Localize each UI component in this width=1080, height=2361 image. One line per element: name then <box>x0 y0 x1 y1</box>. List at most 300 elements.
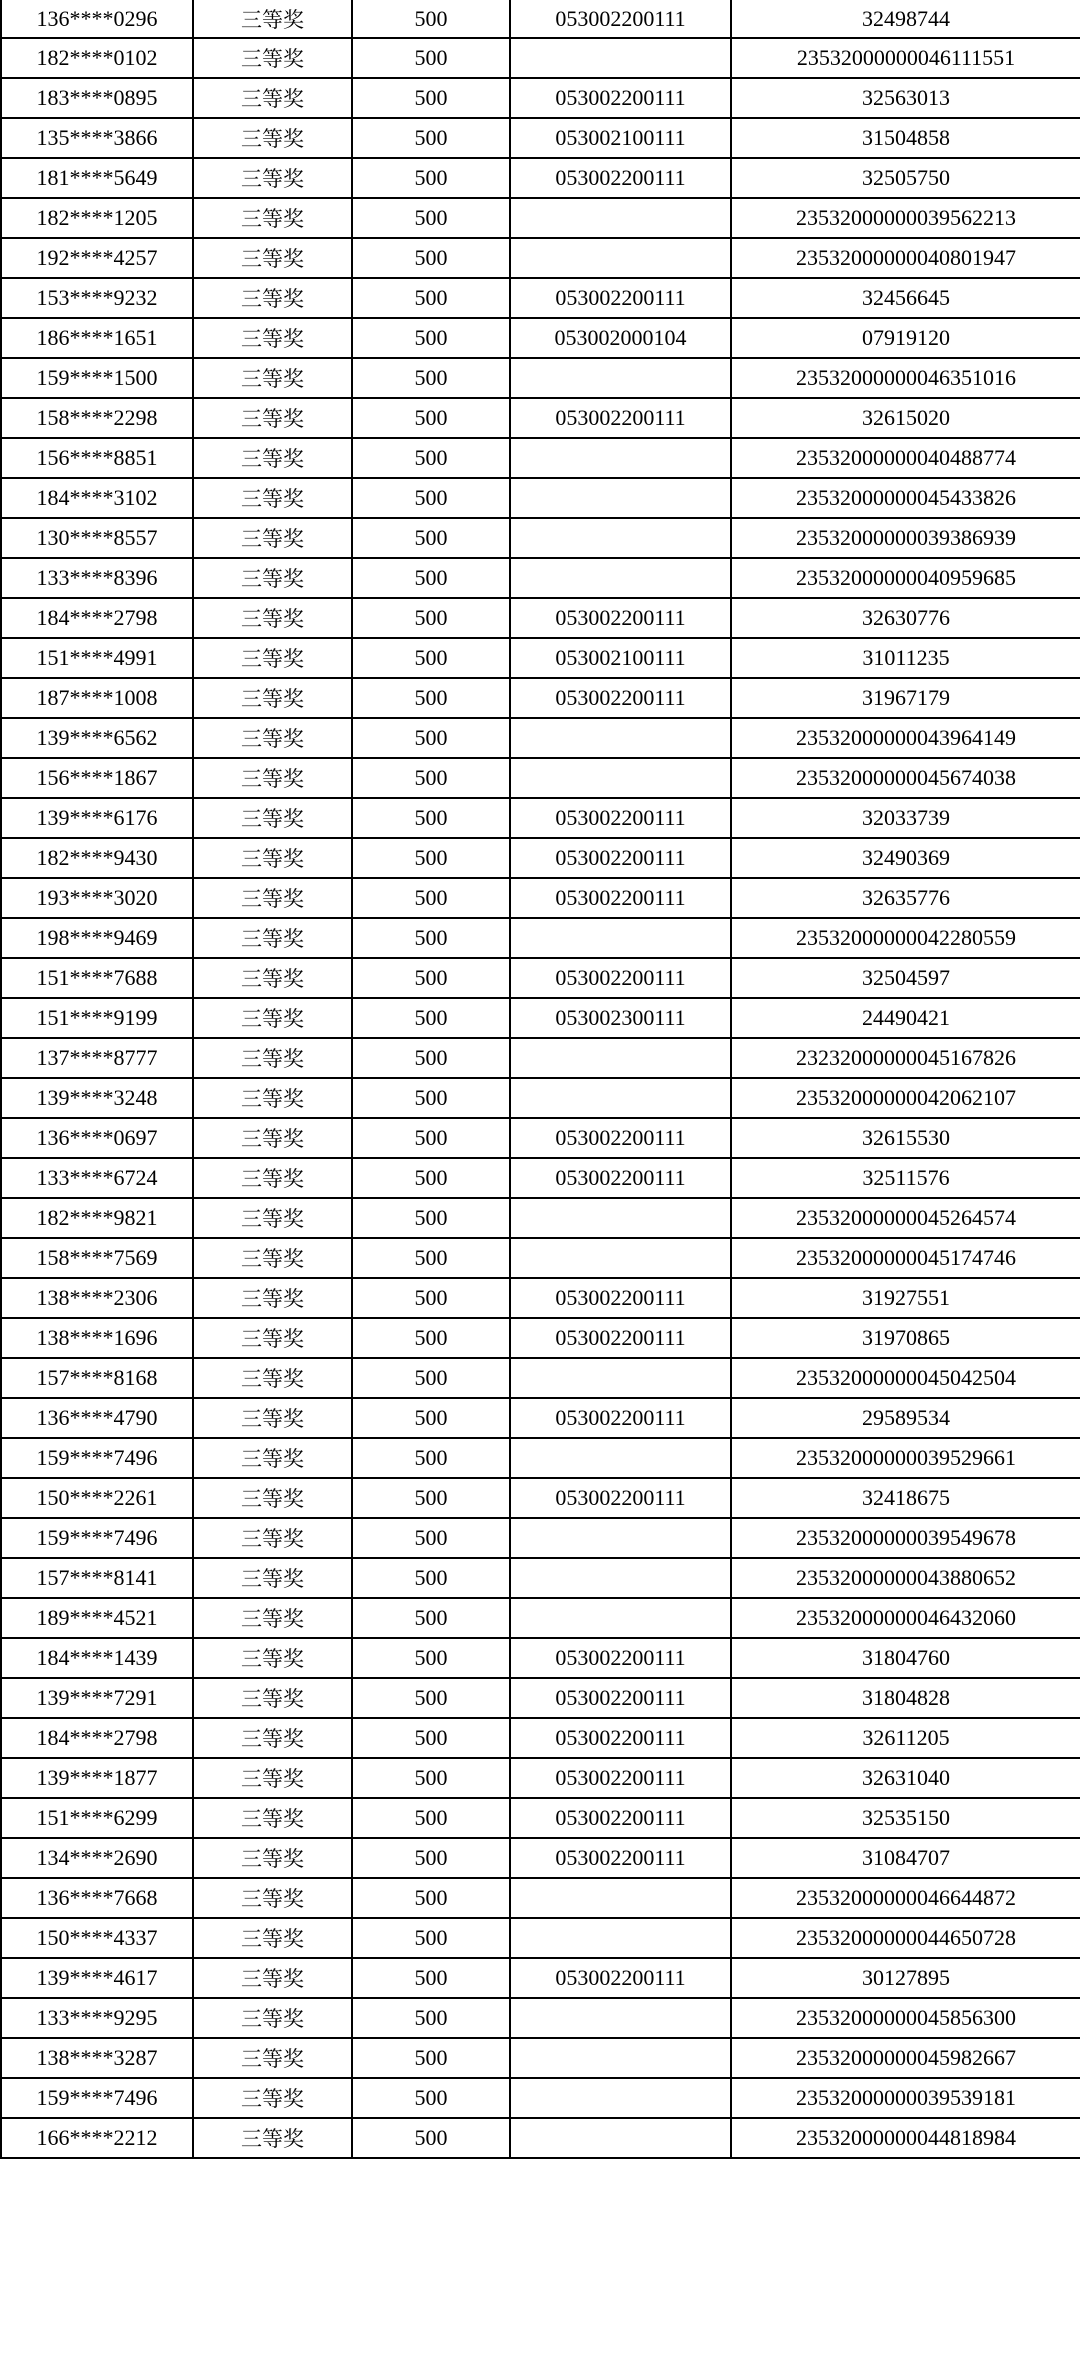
table-row <box>1 1838 1080 1878</box>
phone-cell: 151****4991 <box>1 638 193 678</box>
number-cell: 32563013 <box>731 78 1080 118</box>
amount-cell: 500 <box>352 1798 510 1838</box>
code-cell: 053002200111 <box>510 0 731 38</box>
code-cell: 053002300111 <box>510 998 731 1038</box>
code-cell <box>510 358 731 398</box>
table-row <box>1 1358 1080 1398</box>
phone-cell: 198****9469 <box>1 918 193 958</box>
prize-cell: 三等奖 <box>193 958 352 998</box>
winners-table-body <box>1 0 1080 2158</box>
prize-cell: 三等奖 <box>193 1558 352 1598</box>
code-cell: 053002200111 <box>510 1798 731 1838</box>
table-row <box>1 1638 1080 1678</box>
phone-cell: 139****4617 <box>1 1958 193 1998</box>
amount-cell: 500 <box>352 878 510 918</box>
number-cell: 31011235 <box>731 638 1080 678</box>
table-row <box>1 78 1080 118</box>
amount-cell: 500 <box>352 1638 510 1678</box>
amount-cell: 500 <box>352 1158 510 1198</box>
prize-cell: 三等奖 <box>193 878 352 918</box>
code-cell <box>510 1998 731 2038</box>
amount-cell: 500 <box>352 1478 510 1518</box>
phone-cell: 158****2298 <box>1 398 193 438</box>
amount-cell: 500 <box>352 238 510 278</box>
table-row <box>1 1958 1080 1998</box>
amount-cell: 500 <box>352 1838 510 1878</box>
code-cell <box>510 1438 731 1478</box>
number-cell: 32535150 <box>731 1798 1080 1838</box>
amount-cell: 500 <box>352 198 510 238</box>
amount-cell: 500 <box>352 958 510 998</box>
prize-cell: 三等奖 <box>193 1678 352 1718</box>
phone-cell: 133****6724 <box>1 1158 193 1198</box>
phone-cell: 130****8557 <box>1 518 193 558</box>
prize-cell: 三等奖 <box>193 318 352 358</box>
prize-cell: 三等奖 <box>193 1238 352 1278</box>
amount-cell: 500 <box>352 38 510 78</box>
amount-cell: 500 <box>352 398 510 438</box>
prize-cell: 三等奖 <box>193 158 352 198</box>
prize-cell: 三等奖 <box>193 1838 352 1878</box>
table-row <box>1 398 1080 438</box>
number-cell: 07919120 <box>731 318 1080 358</box>
table-row <box>1 758 1080 798</box>
phone-cell: 184****2798 <box>1 598 193 638</box>
table-row <box>1 358 1080 398</box>
phone-cell: 134****2690 <box>1 1838 193 1878</box>
amount-cell: 500 <box>352 158 510 198</box>
prize-cell: 三等奖 <box>193 1518 352 1558</box>
phone-cell: 139****3248 <box>1 1078 193 1118</box>
phone-cell: 156****1867 <box>1 758 193 798</box>
prize-cell: 三等奖 <box>193 1198 352 1238</box>
code-cell <box>510 1198 731 1238</box>
number-cell: 23532000000046644872 <box>731 1878 1080 1918</box>
code-cell: 053002200111 <box>510 398 731 438</box>
code-cell <box>510 2078 731 2118</box>
table-row <box>1 1718 1080 1758</box>
phone-cell: 156****8851 <box>1 438 193 478</box>
phone-cell: 193****3020 <box>1 878 193 918</box>
amount-cell: 500 <box>352 1878 510 1918</box>
table-row <box>1 158 1080 198</box>
prize-cell: 三等奖 <box>193 1478 352 1518</box>
code-cell: 053002200111 <box>510 1318 731 1358</box>
code-cell <box>510 238 731 278</box>
number-cell: 23532000000039539181 <box>731 2078 1080 2118</box>
prize-cell: 三等奖 <box>193 478 352 518</box>
number-cell: 31084707 <box>731 1838 1080 1878</box>
amount-cell: 500 <box>352 1278 510 1318</box>
table-row <box>1 2038 1080 2078</box>
code-cell: 053002000104 <box>510 318 731 358</box>
number-cell: 31804760 <box>731 1638 1080 1678</box>
prize-cell: 三等奖 <box>193 1278 352 1318</box>
code-cell <box>510 718 731 758</box>
prize-cell: 三等奖 <box>193 1718 352 1758</box>
amount-cell: 500 <box>352 2078 510 2118</box>
table-row <box>1 318 1080 358</box>
number-cell: 32511576 <box>731 1158 1080 1198</box>
number-cell: 23532000000039386939 <box>731 518 1080 558</box>
number-cell: 23532000000039562213 <box>731 198 1080 238</box>
number-cell: 32631040 <box>731 1758 1080 1798</box>
amount-cell: 500 <box>352 1318 510 1358</box>
number-cell: 23532000000046351016 <box>731 358 1080 398</box>
code-cell: 053002100111 <box>510 118 731 158</box>
number-cell: 23532000000046432060 <box>731 1598 1080 1638</box>
phone-cell: 136****7668 <box>1 1878 193 1918</box>
prize-cell: 三等奖 <box>193 558 352 598</box>
number-cell: 23532000000042062107 <box>731 1078 1080 1118</box>
number-cell: 23532000000039549678 <box>731 1518 1080 1558</box>
amount-cell: 500 <box>352 1078 510 1118</box>
prize-cell: 三等奖 <box>193 1958 352 1998</box>
number-cell: 23532000000040801947 <box>731 238 1080 278</box>
table-row <box>1 1478 1080 1518</box>
table-row <box>1 238 1080 278</box>
amount-cell: 500 <box>352 438 510 478</box>
table-row <box>1 1398 1080 1438</box>
prize-cell: 三等奖 <box>193 358 352 398</box>
code-cell: 053002200111 <box>510 1638 731 1678</box>
table-row <box>1 1078 1080 1118</box>
table-row <box>1 1238 1080 1278</box>
number-cell: 23532000000044818984 <box>731 2118 1080 2158</box>
phone-cell: 138****1696 <box>1 1318 193 1358</box>
phone-cell: 153****9232 <box>1 278 193 318</box>
table-row <box>1 638 1080 678</box>
amount-cell: 500 <box>352 1118 510 1158</box>
code-cell <box>510 1518 731 1558</box>
prize-cell: 三等奖 <box>193 38 352 78</box>
amount-cell: 500 <box>352 838 510 878</box>
amount-cell: 500 <box>352 1758 510 1798</box>
number-cell: 23532000000040488774 <box>731 438 1080 478</box>
number-cell: 23532000000045982667 <box>731 2038 1080 2078</box>
number-cell: 31504858 <box>731 118 1080 158</box>
table-row <box>1 1038 1080 1078</box>
table-row <box>1 878 1080 918</box>
code-cell: 053002200111 <box>510 78 731 118</box>
phone-cell: 158****7569 <box>1 1238 193 1278</box>
code-cell <box>510 558 731 598</box>
table-row <box>1 0 1080 38</box>
prize-cell: 三等奖 <box>193 1638 352 1678</box>
code-cell <box>510 2038 731 2078</box>
phone-cell: 139****6562 <box>1 718 193 758</box>
phone-cell: 192****4257 <box>1 238 193 278</box>
code-cell: 053002200111 <box>510 1678 731 1718</box>
amount-cell: 500 <box>352 1678 510 1718</box>
prize-cell: 三等奖 <box>193 438 352 478</box>
code-cell <box>510 758 731 798</box>
prize-cell: 三等奖 <box>193 758 352 798</box>
code-cell: 053002200111 <box>510 278 731 318</box>
number-cell: 31967179 <box>731 678 1080 718</box>
prize-cell: 三等奖 <box>193 518 352 558</box>
table-row <box>1 2078 1080 2118</box>
number-cell: 32615530 <box>731 1118 1080 1158</box>
number-cell: 23532000000040959685 <box>731 558 1080 598</box>
amount-cell: 500 <box>352 518 510 558</box>
table-row <box>1 278 1080 318</box>
phone-cell: 189****4521 <box>1 1598 193 1638</box>
phone-cell: 182****9430 <box>1 838 193 878</box>
amount-cell: 500 <box>352 318 510 358</box>
number-cell: 30127895 <box>731 1958 1080 1998</box>
number-cell: 32498744 <box>731 0 1080 38</box>
phone-cell: 137****8777 <box>1 1038 193 1078</box>
number-cell: 23532000000043880652 <box>731 1558 1080 1598</box>
code-cell <box>510 1078 731 1118</box>
table-row <box>1 38 1080 78</box>
table-row <box>1 958 1080 998</box>
prize-cell: 三等奖 <box>193 1078 352 1118</box>
amount-cell: 500 <box>352 1198 510 1238</box>
amount-cell: 500 <box>352 918 510 958</box>
table-row <box>1 798 1080 838</box>
amount-cell: 500 <box>352 278 510 318</box>
table-row <box>1 1278 1080 1318</box>
prize-cell: 三等奖 <box>193 2038 352 2078</box>
table-row <box>1 678 1080 718</box>
prize-cell: 三等奖 <box>193 678 352 718</box>
code-cell: 053002200111 <box>510 798 731 838</box>
amount-cell: 500 <box>352 478 510 518</box>
phone-cell: 139****6176 <box>1 798 193 838</box>
amount-cell: 500 <box>352 0 510 38</box>
table-row <box>1 1158 1080 1198</box>
prize-cell: 三等奖 <box>193 1758 352 1798</box>
phone-cell: 184****3102 <box>1 478 193 518</box>
amount-cell: 500 <box>352 678 510 718</box>
number-cell: 32456645 <box>731 278 1080 318</box>
table-row <box>1 1878 1080 1918</box>
amount-cell: 500 <box>352 358 510 398</box>
code-cell: 053002200111 <box>510 1158 731 1198</box>
number-cell: 32418675 <box>731 1478 1080 1518</box>
phone-cell: 159****7496 <box>1 2078 193 2118</box>
prize-cell: 三等奖 <box>193 718 352 758</box>
table-row <box>1 1518 1080 1558</box>
phone-cell: 183****0895 <box>1 78 193 118</box>
prize-cell: 三等奖 <box>193 118 352 158</box>
number-cell: 32630776 <box>731 598 1080 638</box>
phone-cell: 159****7496 <box>1 1438 193 1478</box>
code-cell <box>510 1558 731 1598</box>
amount-cell: 500 <box>352 1718 510 1758</box>
prize-cell: 三等奖 <box>193 1918 352 1958</box>
code-cell: 053002200111 <box>510 1398 731 1438</box>
prize-cell: 三等奖 <box>193 0 352 38</box>
table-row <box>1 1758 1080 1798</box>
phone-cell: 138****2306 <box>1 1278 193 1318</box>
code-cell <box>510 1878 731 1918</box>
code-cell <box>510 478 731 518</box>
number-cell: 32611205 <box>731 1718 1080 1758</box>
number-cell: 29589534 <box>731 1398 1080 1438</box>
number-cell: 32504597 <box>731 958 1080 998</box>
prize-cell: 三等奖 <box>193 638 352 678</box>
phone-cell: 182****1205 <box>1 198 193 238</box>
number-cell: 31927551 <box>731 1278 1080 1318</box>
prize-cell: 三等奖 <box>193 78 352 118</box>
prize-cell: 三等奖 <box>193 398 352 438</box>
prize-cell: 三等奖 <box>193 238 352 278</box>
code-cell <box>510 38 731 78</box>
amount-cell: 500 <box>352 118 510 158</box>
code-cell: 053002200111 <box>510 1718 731 1758</box>
prize-cell: 三等奖 <box>193 1798 352 1838</box>
amount-cell: 500 <box>352 2038 510 2078</box>
amount-cell: 500 <box>352 998 510 1038</box>
amount-cell: 500 <box>352 1038 510 1078</box>
phone-cell: 151****6299 <box>1 1798 193 1838</box>
table-row <box>1 918 1080 958</box>
code-cell <box>510 1358 731 1398</box>
number-cell: 23532000000045674038 <box>731 758 1080 798</box>
phone-cell: 151****9199 <box>1 998 193 1038</box>
phone-cell: 138****3287 <box>1 2038 193 2078</box>
code-cell <box>510 1238 731 1278</box>
amount-cell: 500 <box>352 1398 510 1438</box>
phone-cell: 187****1008 <box>1 678 193 718</box>
code-cell: 053002200111 <box>510 1478 731 1518</box>
prize-cell: 三等奖 <box>193 798 352 838</box>
amount-cell: 500 <box>352 1438 510 1478</box>
number-cell: 23532000000044650728 <box>731 1918 1080 1958</box>
code-cell: 053002200111 <box>510 1118 731 1158</box>
code-cell: 053002200111 <box>510 1838 731 1878</box>
number-cell: 32033739 <box>731 798 1080 838</box>
phone-cell: 151****7688 <box>1 958 193 998</box>
code-cell: 053002200111 <box>510 158 731 198</box>
amount-cell: 500 <box>352 1358 510 1398</box>
prize-cell: 三等奖 <box>193 1118 352 1158</box>
table-row <box>1 478 1080 518</box>
phone-cell: 133****9295 <box>1 1998 193 2038</box>
amount-cell: 500 <box>352 1598 510 1638</box>
code-cell: 053002200111 <box>510 958 731 998</box>
phone-cell: 136****0697 <box>1 1118 193 1158</box>
phone-cell: 186****1651 <box>1 318 193 358</box>
table-row <box>1 438 1080 478</box>
phone-cell: 157****8141 <box>1 1558 193 1598</box>
table-row <box>1 718 1080 758</box>
amount-cell: 500 <box>352 718 510 758</box>
prize-cell: 三等奖 <box>193 198 352 238</box>
code-cell: 053002100111 <box>510 638 731 678</box>
table-row <box>1 1798 1080 1838</box>
table-row <box>1 1598 1080 1638</box>
phone-cell: 150****2261 <box>1 1478 193 1518</box>
number-cell: 23532000000039529661 <box>731 1438 1080 1478</box>
phone-cell: 135****3866 <box>1 118 193 158</box>
phone-cell: 184****1439 <box>1 1638 193 1678</box>
amount-cell: 500 <box>352 1918 510 1958</box>
phone-cell: 139****1877 <box>1 1758 193 1798</box>
amount-cell: 500 <box>352 1558 510 1598</box>
phone-cell: 159****1500 <box>1 358 193 398</box>
table-row <box>1 1918 1080 1958</box>
phone-cell: 184****2798 <box>1 1718 193 1758</box>
table-row <box>1 2118 1080 2158</box>
code-cell: 053002200111 <box>510 878 731 918</box>
prize-cell: 三等奖 <box>193 1318 352 1358</box>
number-cell: 23532000000045264574 <box>731 1198 1080 1238</box>
prize-cell: 三等奖 <box>193 2078 352 2118</box>
prize-cell: 三等奖 <box>193 1878 352 1918</box>
phone-cell: 139****7291 <box>1 1678 193 1718</box>
number-cell: 23532000000045856300 <box>731 1998 1080 2038</box>
phone-cell: 136****0296 <box>1 0 193 38</box>
table-row <box>1 598 1080 638</box>
code-cell: 053002200111 <box>510 678 731 718</box>
code-cell <box>510 198 731 238</box>
phone-cell: 150****4337 <box>1 1918 193 1958</box>
number-cell: 23532000000042280559 <box>731 918 1080 958</box>
number-cell: 23532000000045433826 <box>731 478 1080 518</box>
prize-cell: 三等奖 <box>193 278 352 318</box>
phone-cell: 133****8396 <box>1 558 193 598</box>
code-cell <box>510 518 731 558</box>
amount-cell: 500 <box>352 1958 510 1998</box>
number-cell: 32505750 <box>731 158 1080 198</box>
phone-cell: 166****2212 <box>1 2118 193 2158</box>
amount-cell: 500 <box>352 1238 510 1278</box>
number-cell: 32615020 <box>731 398 1080 438</box>
amount-cell: 500 <box>352 78 510 118</box>
code-cell <box>510 918 731 958</box>
prize-cell: 三等奖 <box>193 998 352 1038</box>
number-cell: 23532000000043964149 <box>731 718 1080 758</box>
amount-cell: 500 <box>352 2118 510 2158</box>
table-row <box>1 1198 1080 1238</box>
code-cell <box>510 2118 731 2158</box>
code-cell: 053002200111 <box>510 1758 731 1798</box>
amount-cell: 500 <box>352 558 510 598</box>
number-cell: 31970865 <box>731 1318 1080 1358</box>
number-cell: 32490369 <box>731 838 1080 878</box>
table-row <box>1 518 1080 558</box>
prize-cell: 三等奖 <box>193 918 352 958</box>
prize-cell: 三等奖 <box>193 1998 352 2038</box>
phone-cell: 136****4790 <box>1 1398 193 1438</box>
prize-cell: 三等奖 <box>193 1598 352 1638</box>
table-row <box>1 1998 1080 2038</box>
code-cell <box>510 438 731 478</box>
phone-cell: 182****9821 <box>1 1198 193 1238</box>
table-row <box>1 1318 1080 1358</box>
prize-cell: 三等奖 <box>193 1038 352 1078</box>
prize-cell: 三等奖 <box>193 1398 352 1438</box>
number-cell: 23232000000045167826 <box>731 1038 1080 1078</box>
prize-cell: 三等奖 <box>193 1158 352 1198</box>
number-cell: 31804828 <box>731 1678 1080 1718</box>
table-row <box>1 1678 1080 1718</box>
number-cell: 23532000000045042504 <box>731 1358 1080 1398</box>
code-cell: 053002200111 <box>510 1278 731 1318</box>
amount-cell: 500 <box>352 598 510 638</box>
prize-cell: 三等奖 <box>193 838 352 878</box>
code-cell: 053002200111 <box>510 598 731 638</box>
table-row <box>1 998 1080 1038</box>
amount-cell: 500 <box>352 1998 510 2038</box>
amount-cell: 500 <box>352 758 510 798</box>
code-cell <box>510 1918 731 1958</box>
code-cell: 053002200111 <box>510 838 731 878</box>
